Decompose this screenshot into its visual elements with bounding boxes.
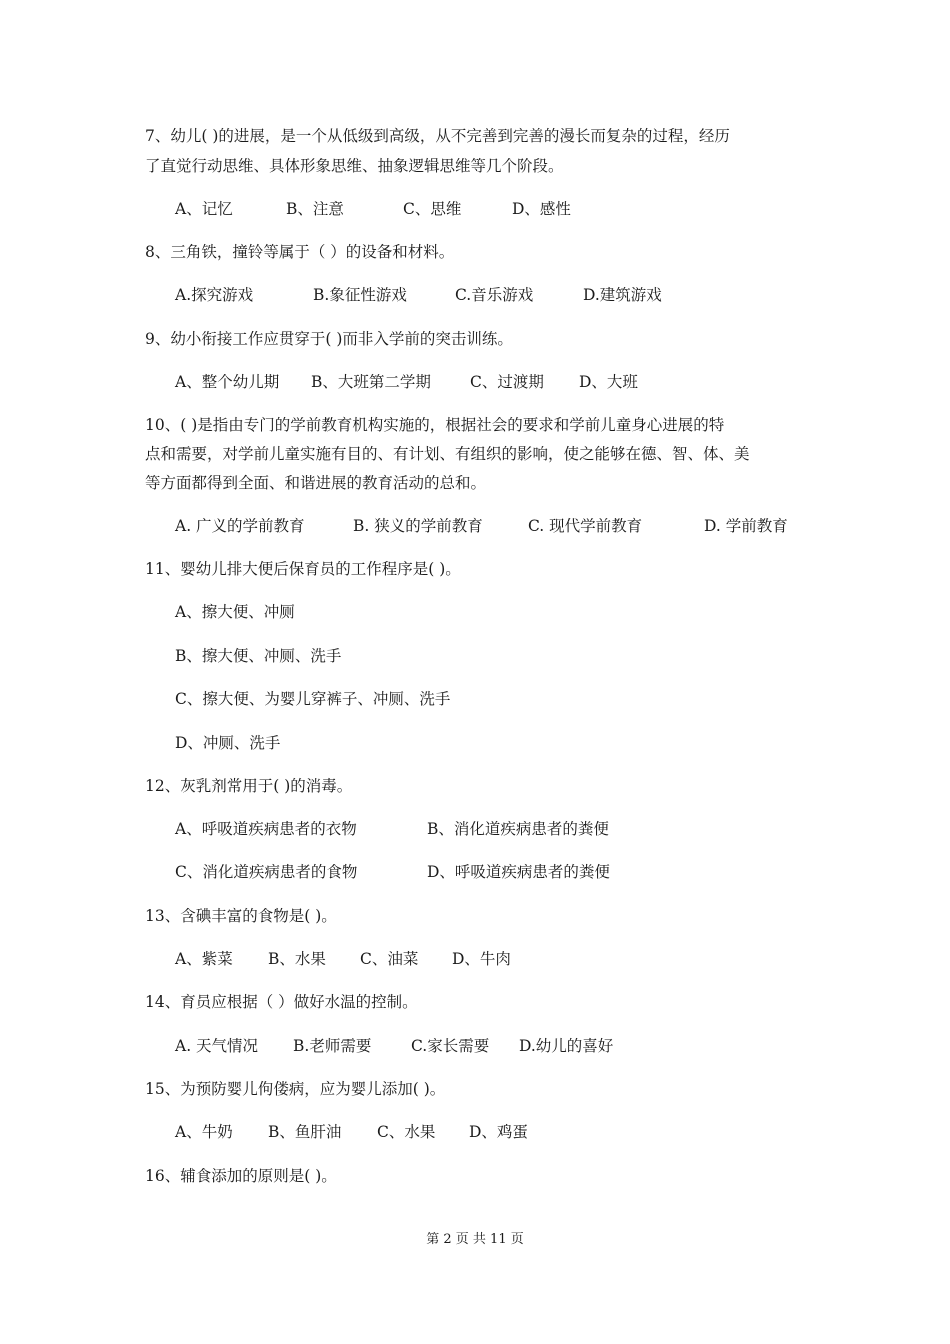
- option-c: C.家长需要: [411, 1037, 490, 1055]
- page-number: 第 2 页 共 11 页: [426, 1232, 524, 1247]
- question-11-option-c: C、擦大便、为婴儿穿裤子、冲厕、洗手: [175, 690, 451, 708]
- question-15-text: 15、为预防婴儿佝偻病，应为婴儿添加( )。: [145, 1080, 446, 1098]
- option-a: A. 天气情况: [175, 1037, 259, 1055]
- question-9-text: 9、幼小衔接工作应贯穿于( )而非入学前的突击训练。: [145, 330, 513, 348]
- question-16-text: 16、辅食添加的原则是( )。: [145, 1167, 337, 1185]
- question-11-option-d: D、冲厕、洗手: [175, 734, 281, 752]
- option-b: B、大班第二学期: [311, 373, 431, 391]
- option-a: A.探究游戏: [175, 286, 254, 304]
- option-b: B、注意: [286, 200, 344, 218]
- option-a: A、呼吸道疾病患者的衣物: [175, 820, 357, 838]
- option-c: C. 现代学前教育: [528, 517, 643, 535]
- option-d: D. 学前教育: [704, 517, 788, 535]
- option-d: D.建筑游戏: [583, 286, 662, 304]
- option-d: D、鸡蛋: [469, 1123, 528, 1141]
- option-c: C、消化道疾病患者的食物: [175, 863, 358, 881]
- question-13-text: 13、含碘丰富的食物是( )。: [145, 907, 337, 925]
- option-b: B.象征性游戏: [313, 286, 407, 304]
- option-c: C.音乐游戏: [455, 286, 534, 304]
- question-12-text: 12、灰乳剂常用于( )的消毒。: [145, 777, 353, 795]
- option-a: A、牛奶: [175, 1123, 233, 1141]
- option-d: D、呼吸道疾病患者的粪便: [427, 863, 610, 881]
- option-b: B、水果: [268, 950, 326, 968]
- option-d: D、大班: [579, 373, 638, 391]
- question-10-text-cont: 点和需要，对学前儿童实施有目的、有计划、有组织的影响，使之能够在德、智、体、美: [145, 445, 750, 463]
- option-c: C、过渡期: [470, 373, 544, 391]
- option-d: D.幼儿的喜好: [519, 1037, 614, 1055]
- option-d: D、感性: [512, 200, 571, 218]
- question-11-option-b: B、擦大便、冲厕、洗手: [175, 647, 342, 665]
- option-b: B.老师需要: [293, 1037, 372, 1055]
- option-b: B、鱼肝油: [268, 1123, 342, 1141]
- question-11-option-a: A、擦大便、冲厕: [175, 603, 295, 621]
- option-a: A、记忆: [175, 200, 233, 218]
- option-a: A、紫菜: [175, 950, 233, 968]
- question-7-text-cont: 了直觉行动思维、具体形象思维、抽象逻辑思维等几个阶段。: [145, 157, 564, 175]
- question-10-text-cont2: 等方面都得到全面、和谐进展的教育活动的总和。: [145, 474, 487, 492]
- option-b: B、消化道疾病患者的粪便: [427, 820, 609, 838]
- option-b: B. 狭义的学前教育: [353, 517, 483, 535]
- option-a: A、整个幼儿期: [175, 373, 280, 391]
- option-d: D、牛肉: [452, 950, 511, 968]
- question-14-text: 14、育员应根据（ ）做好水温的控制。: [145, 993, 418, 1011]
- option-a: A. 广义的学前教育: [175, 517, 305, 535]
- question-8-text: 8、三角铁，撞铃等属于（ ）的设备和材料。: [145, 243, 455, 261]
- question-11-text: 11、婴幼儿排大便后保育员的工作程序是( )。: [145, 560, 461, 578]
- question-10-text: 10、( )是指由专门的学前教育机构实施的，根据社会的要求和学前儿童身心进展的特: [145, 416, 725, 434]
- option-c: C、思维: [403, 200, 462, 218]
- option-c: C、水果: [377, 1123, 436, 1141]
- question-7-text: 7、幼儿( )的进展，是一个从低级到高级，从不完善到完善的漫长而复杂的过程，经历: [145, 127, 730, 145]
- option-c: C、油菜: [360, 950, 419, 968]
